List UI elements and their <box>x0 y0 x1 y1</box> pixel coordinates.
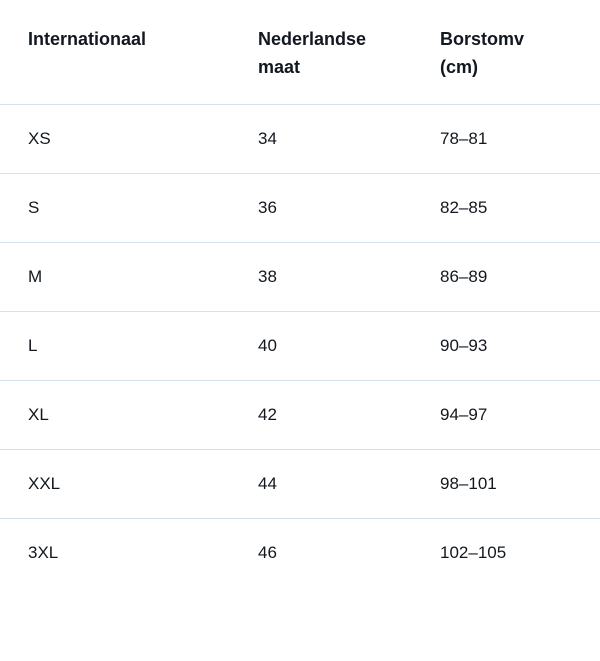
cell-international: 3XL <box>28 542 59 562</box>
table-row <box>0 449 600 518</box>
cell-chest: 82–85 <box>440 173 600 242</box>
column-header-chest-line2: (cm) <box>440 56 479 77</box>
table-row <box>0 242 600 311</box>
cell-chest: 90–93 <box>440 311 600 380</box>
column-header-international-line1: Internationaal <box>28 29 147 49</box>
column-header-chest-line1: Borstomv <box>440 29 525 49</box>
cell-dutch-size: 44 <box>258 449 440 518</box>
table-row <box>0 104 600 173</box>
column-header-dutch-size <box>258 0 440 104</box>
column-header-international <box>0 0 258 104</box>
cell-international: XS <box>0 104 258 173</box>
table-header-row <box>0 0 600 104</box>
cell-chest: 86–89 <box>440 242 600 311</box>
cell-chest: 102–105 <box>440 542 507 562</box>
table-header <box>0 0 600 104</box>
table-row <box>0 173 600 242</box>
cell-dutch-size: 40 <box>258 311 440 380</box>
column-header-chest <box>440 0 600 104</box>
cell-international: L <box>0 311 258 380</box>
cell-dutch-size: 46 <box>258 542 277 562</box>
cell-chest: 98–101 <box>440 449 600 518</box>
cell-dutch-size: 42 <box>258 380 440 449</box>
table-body <box>0 104 600 587</box>
cell-international: XL <box>0 380 258 449</box>
cell-international: M <box>0 242 258 311</box>
cell-dutch-size: 38 <box>258 242 440 311</box>
cell-international: S <box>0 173 258 242</box>
cell-dutch-size: 34 <box>258 104 440 173</box>
cell-international: XXL <box>0 449 258 518</box>
column-header-dutch-size-line2: maat <box>258 56 301 77</box>
cell-chest: 78–81 <box>440 104 600 173</box>
cell-dutch-size: 36 <box>258 173 440 242</box>
cell-chest: 94–97 <box>440 380 600 449</box>
table-row <box>0 380 600 449</box>
column-header-dutch-size-line1: Nederlandse <box>258 29 367 49</box>
table-row <box>0 311 600 380</box>
table-row <box>0 518 600 587</box>
